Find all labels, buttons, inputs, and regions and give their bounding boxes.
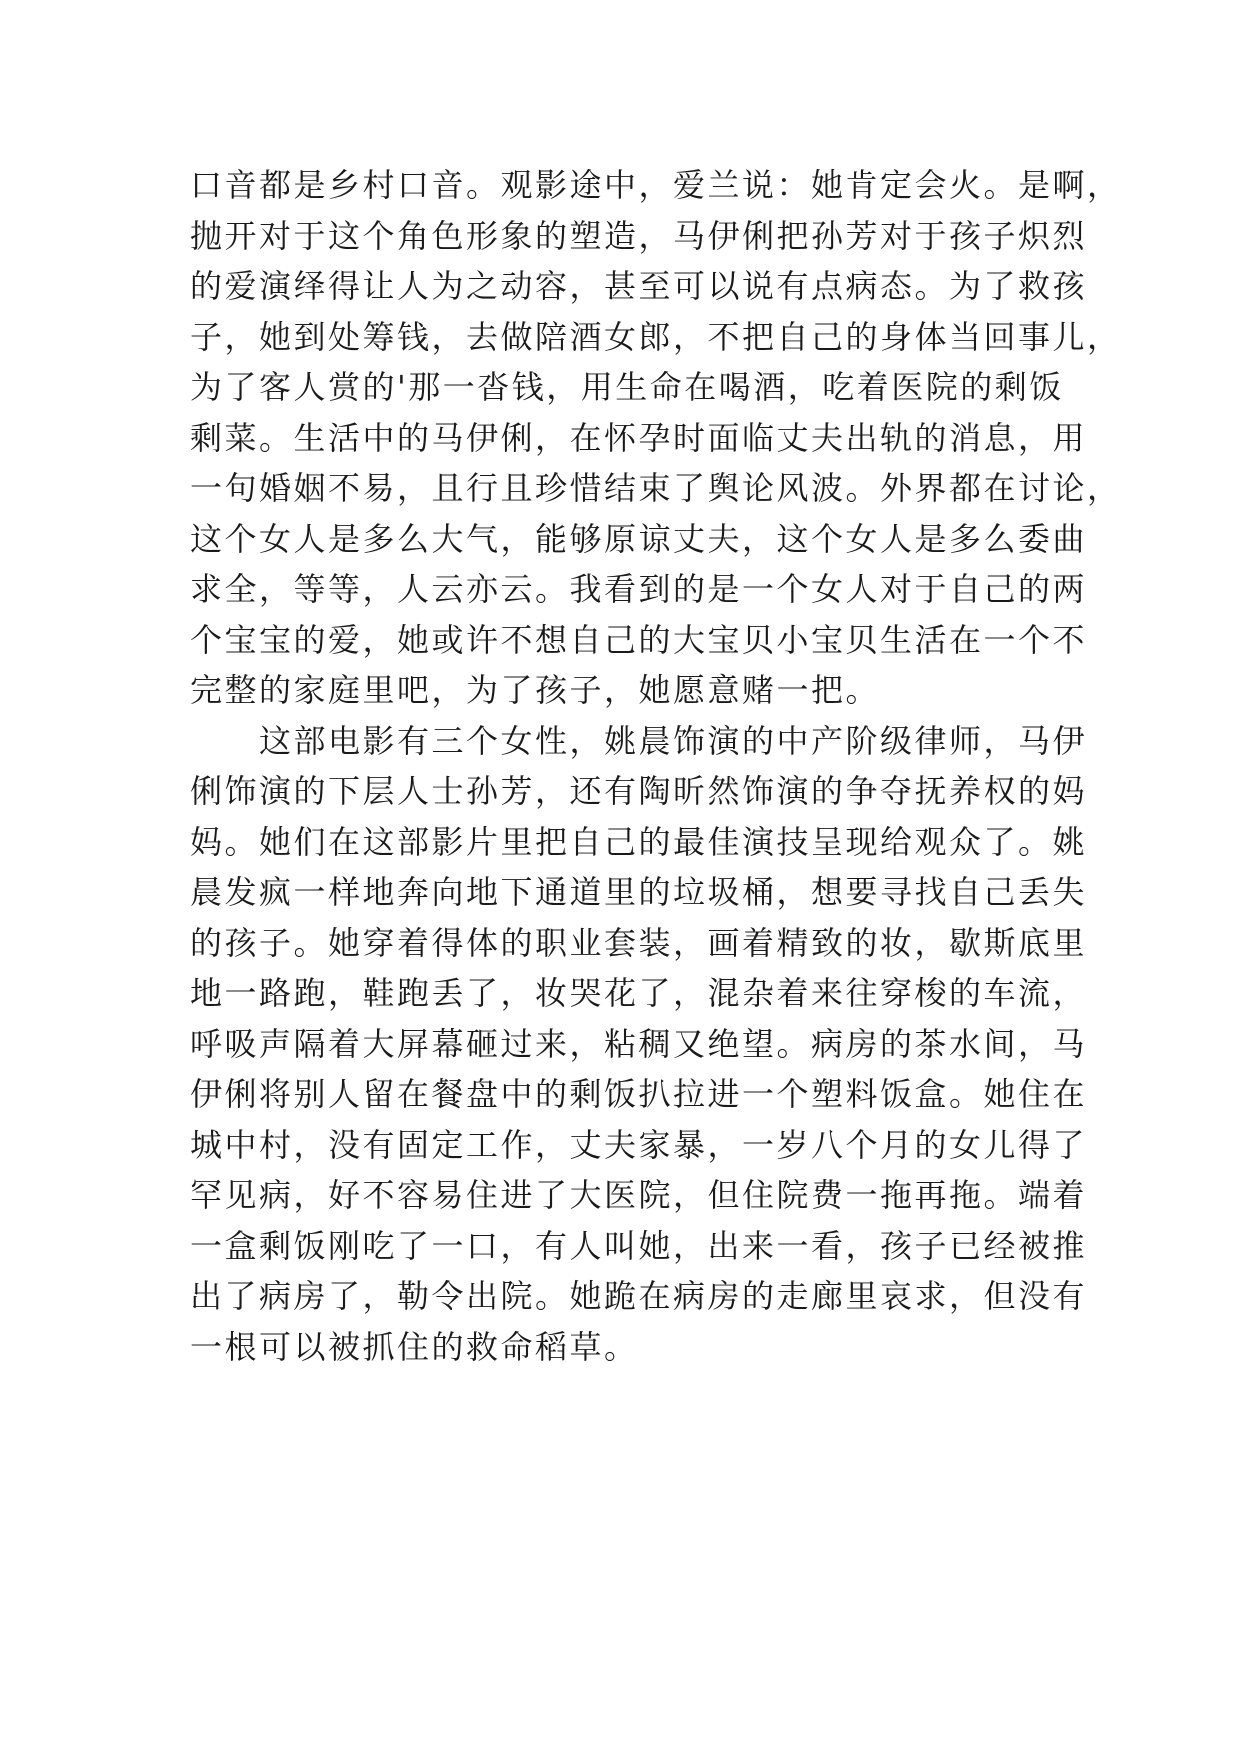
text-line: 的爱演绎得让人为之动容，甚至可以说有点病态。为了救孩: [190, 267, 1088, 305]
text-line: 口音都是乡村口音。观影途中，爱兰说：她肯定会火。是啊，: [190, 166, 1122, 204]
text-line: 晨发疯一样地奔向地下通道里的垃圾桶，想要寻找自己丢失: [190, 873, 1088, 911]
text-line: 这部电影有三个女性，姚晨饰演的中产阶级律师，马伊: [190, 721, 1088, 760]
body-text: [190, 160, 1122, 1372]
text-line: 子，她到处筹钱，去做陪酒女郎，不把自己的身体当回事儿，: [190, 317, 1122, 356]
text-line: 为了客人赏的'那一沓钱，用生命在喝酒，吃着医院的剩饭: [190, 368, 1064, 406]
text-line: 俐饰演的下层人士孙芳，还有陶昕然饰演的争夺抚养权的妈: [190, 772, 1088, 810]
text-line: 抛开对于这个角色形象的塑造，马伊俐把孙芳对于孩子炽烈: [190, 216, 1088, 255]
text-line: 一句婚姻不易，且行且珍惜结束了舆论风波。外界都在讨论，: [190, 469, 1122, 507]
text-line: 妈。她们在这部影片里把自己的最佳演技呈现给观众了。姚: [190, 822, 1088, 861]
text-line: 出了病房了，勒令出院。她跪在病房的走廊里哀求，但没有: [190, 1277, 1088, 1315]
text-line: 城中村，没有固定工作，丈夫家暴，一岁八个月的女儿得了: [190, 1125, 1088, 1164]
text-line: 伊俐将别人留在餐盘中的剩饭扒拉进一个塑料饭盒。她住在: [190, 1075, 1088, 1113]
text-line: 剩菜。生活中的马伊俐，在怀孕时面临丈夫出轨的消息，用: [190, 418, 1088, 457]
text-line: 求全，等等，人云亦云。我看到的是一个女人对于自己的两: [190, 570, 1088, 608]
text-line: 地一路跑，鞋跑丢了，妆哭花了，混杂着来往穿梭的车流，: [190, 974, 1088, 1012]
text-line: 这个女人是多么大气，能够原谅丈夫，这个女人是多么委曲: [190, 519, 1088, 558]
text-line: 呼吸声隔着大屏幕砸过来，粘稠又绝望。病房的茶水间，马: [190, 1024, 1088, 1063]
text-line: 的孩子。她穿着得体的职业套装，画着精致的妆，歇斯底里: [190, 923, 1088, 962]
text-line: 一盒剩饭刚吃了一口，有人叫她，出来一看，孩子已经被推: [190, 1226, 1088, 1265]
text-line: 完整的家庭里吧，为了孩子，她愿意赌一把。: [190, 671, 881, 709]
text-line: 个宝宝的爱，她或许不想自己的大宝贝小宝贝生活在一个不: [190, 620, 1088, 659]
text-line: 罕见病，好不容易住进了大医院，但住院费一拖再拖。端着: [190, 1176, 1088, 1214]
text-line: 一根可以被抓住的救命稻草。: [190, 1327, 639, 1366]
